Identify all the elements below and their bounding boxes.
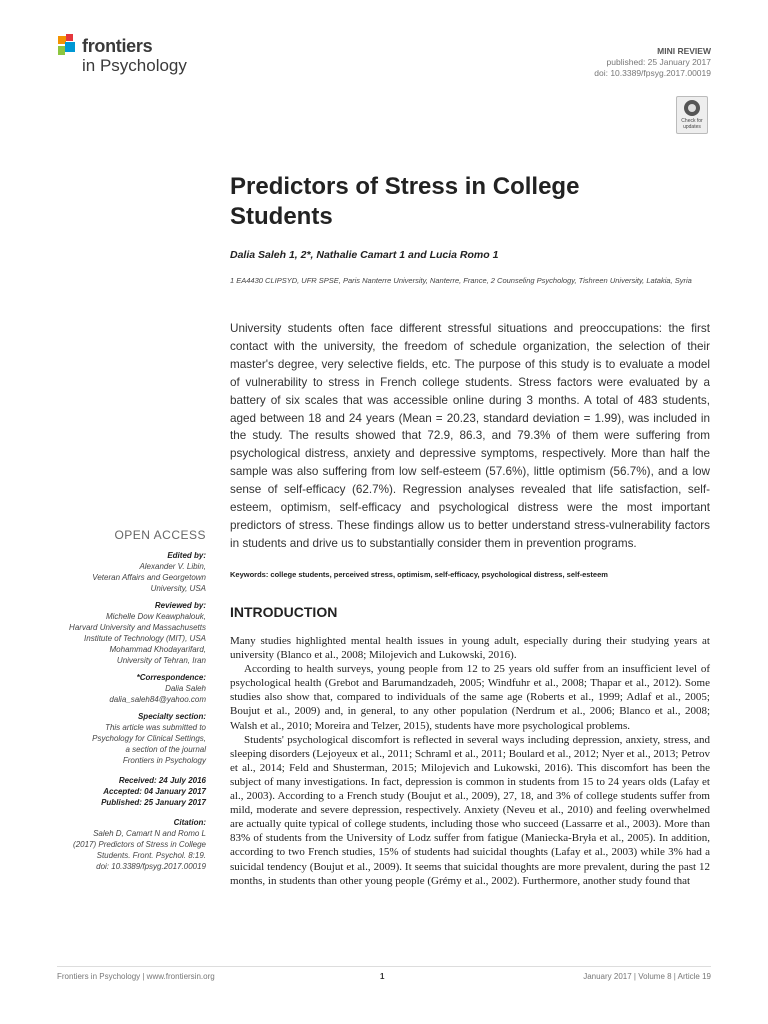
edited-by-label: Edited by: — [167, 551, 206, 560]
reviewer-line[interactable]: Michelle Dow Keawphalouk, — [105, 612, 206, 621]
frontiers-logo-icon — [56, 34, 80, 58]
doi-link[interactable]: doi: 10.3389/fpsyg.2017.00019 — [594, 68, 711, 78]
published-date-sidebar: Published: 25 January 2017 — [101, 798, 206, 807]
correspondence-label: *Correspondence: — [136, 673, 206, 682]
logo-wordmark: frontiers — [82, 36, 153, 56]
footer-journal-link[interactable]: Frontiers in Psychology | www.frontiersin.org — [57, 972, 215, 981]
check-for-updates-label: Check for updates — [681, 118, 703, 130]
footer-divider — [57, 966, 711, 967]
reviewed-by-label: Reviewed by: — [154, 601, 206, 610]
specialty-line: This article was submitted to — [105, 723, 206, 732]
specialty-line: a section of the journal — [125, 745, 206, 754]
reviewer-line: Harvard University and Massachusetts — [69, 623, 206, 632]
article-title: Predictors of Stress in College Students — [230, 173, 580, 230]
section-heading: INTRODUCTION — [230, 604, 338, 620]
citation-label: Citation: — [173, 818, 206, 827]
specialty-line: Psychology for Clinical Settings, — [92, 734, 206, 743]
accepted-date: Accepted: 04 January 2017 — [103, 787, 206, 796]
citation-line: Students. Front. Psychol. 8:19. — [96, 851, 206, 860]
specialty-line: Frontiers in Psychology — [122, 756, 206, 765]
introduction-body — [230, 634, 710, 888]
keywords: Keywords: college students, perceived stress, optimism, self-efficacy, psychological distress, self-esteem — [230, 570, 608, 579]
published-date: published: 25 January 2017 — [606, 57, 711, 67]
article-sidebar — [6, 530, 206, 872]
check-for-updates-button[interactable] — [676, 96, 708, 134]
specialty-section-label: Specialty section: — [137, 712, 206, 721]
correspondence-name: Dalia Saleh — [165, 684, 206, 693]
paragraph: Many studies highlighted mental health issues in young adult, especially during their studying years at university (Blanco et al., 2008; Milojevich and Lukowski, 2016). — [230, 635, 710, 662]
page-number: 1 — [380, 972, 385, 981]
paragraph: Students' psychological discomfort is reflected in several ways including depression, anxiety, stress, and sleeping disorders (Lejoyeux et al., 2011; Schraml et al., 2011; Boulard et al., 2012; Nyer et al., 2013; Petrov et al., 2014; Feld and Shusterman, 2015; Milojevich and Lukowski, 2016). This discomfort has been the subject of many investigations. In fact, depression is common in students from 15 to 24 years olds (Lafay et al., 2003). According to a French study (Boujut et al., 2009), 27, 18, and 3% of college students suffer from mild, moderate and severe depression, respectively. Anxiety (Neveu et al., 2010) and feeling overwhelmed are actually quite typical of college students, including those who succeed (Lassarre et al., 2003). More than 83% of students from the University of Lodz suffer from fatigue (Maniecka-Bryła et al., 2005). In addition, according to two French studies, 15% of students had suicidal thoughts (Lafay et al., 2003) while 3% had a suicidal tendency (Boujut et al., 2009). It seems that suicidal thoughts are more prevalent, during the past 12 months, in students than other young people (Grémy et al., 2002). Furthermore, another study found that — [230, 733, 710, 887]
paragraph: According to health surveys, young people from 12 to 25 years old suffer from an insufficient level of psychological health (Grebot and Barumandzadeh, 2005; Windfuhr et al., 2008; Thapar et al., 2012). Some studies also show that, compared to individuals of the same age (Roberts et al., 1999; Adlaf et al., 2005; Boujut et al., 2009) and, in general, to any other population (Nerdrum et al., 2006; Blanco et al., 2008; Walsh et al., 2010; Moreira and Telzer, 2015), students have more psychological problems. — [230, 663, 710, 732]
correspondence-email[interactable]: dalia_saleh84@yahoo.com — [109, 695, 206, 704]
reviewer-line: Institute of Technology (MIT), USA — [84, 634, 206, 643]
article-type: MINI REVIEW — [657, 46, 711, 56]
affiliations: 1 EA4430 CLIPSYD, UFR SPSE, Paris Nanterre University, Nanterre, France, 2 Counseling Psychology, Tishreen University, Latakia, Syria — [230, 276, 692, 285]
citation-line: (2017) Predictors of Stress in College — [73, 840, 206, 849]
editor-line[interactable]: Alexander V. Libin, — [139, 562, 206, 571]
reviewer-line[interactable]: Mohammad Khodayarifard, — [109, 645, 206, 654]
journal-logo[interactable] — [56, 32, 216, 80]
update-icon — [684, 100, 700, 116]
citation-doi[interactable]: doi: 10.3389/fpsyg.2017.00019 — [96, 862, 206, 871]
article-meta — [594, 46, 711, 79]
reviewer-line: University of Tehran, Iran — [116, 656, 206, 665]
citation-line: Saleh D, Camart N and Romo L — [93, 829, 206, 838]
received-date: Received: 24 July 2016 — [118, 776, 206, 785]
author-list[interactable]: Dalia Saleh 1, 2*, Nathalie Camart 1 and Lucia Romo 1 — [230, 249, 499, 261]
editor-line: University, USA — [150, 584, 206, 593]
open-access-label: OPEN ACCESS — [114, 528, 206, 542]
logo-journal-name: in Psychology — [82, 56, 187, 75]
footer-issue-info: January 2017 | Volume 8 | Article 19 — [583, 972, 711, 981]
editor-line: Veteran Affairs and Georgetown — [92, 573, 206, 582]
abstract: University students often face different stressful situations and preoccupations: the first contact with the university, the freedom of schedule organization, the selection of their master's degree, very selective fields, etc. The purpose of this study is to evaluate a model of vulnerability to stress in French college students. Stress factors were evaluated by a battery of six scales that was accessible online during 3 months. A total of 483 students, aged between 18 and 24 years (Mean = 20.23, standard deviation = 1.99), was included in the study. The results showed that 72.9, 86.3, and 79.3% of them were suffering from psychological distress, anxiety and depressive symptoms, respectively. More than half the sample was also suffering from low self-esteem (57.6%), little optimism (56.7%), and a low sense of self-efficacy (62.7%). Regression analyses revealed that life satisfaction, self-esteem, optimism, self-efficacy and psychological distress were the most important predictors of stress. These findings allow us to better understand stress-vulnerability factors in students and drive us to substantially consider them in prevention programs. — [230, 322, 710, 550]
